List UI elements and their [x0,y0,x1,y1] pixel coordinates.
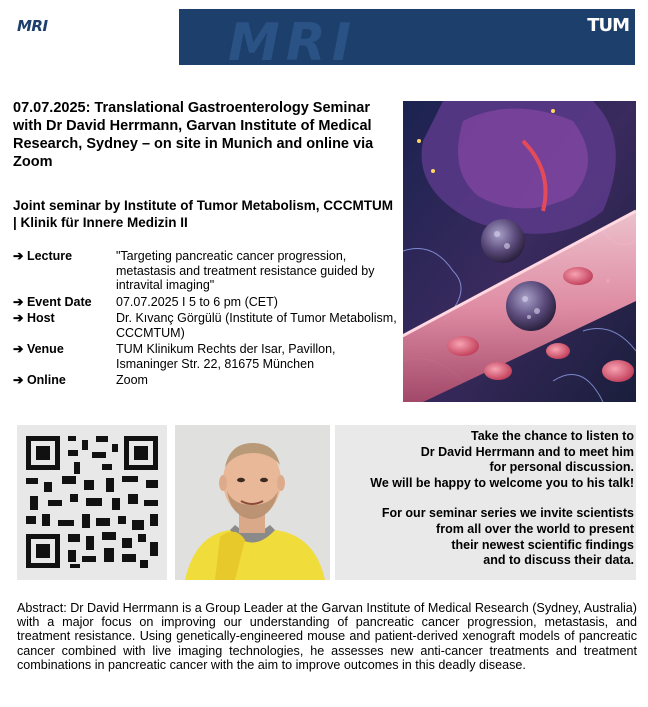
detail-value: 07.07.2025 I 5 to 6 pm (CET) [116,294,278,309]
logo-area [13,9,179,65]
event-details [13,249,398,390]
speaker-photo [175,425,330,580]
detail-row-host [13,311,398,340]
detail-value: "Targeting pancreatic cancer progression, metastasis and treatment resistance guided by intravital imaging" [116,249,375,292]
abstract: Abstract: Dr David Herrmann is a Group Leader at the Garvan Institute of Medical Research (Sydney, Australia) with a major focus on improving our understanding of pancreatic cancer progression, metastasis, and treatment resistance. Using genetically-engineered mouse and patient-derived xenograft models of pancreatic cancer combined with live imaging technologies, he assesses new anti-cancer treatments and treatment combinations in pancreatic cancer with the aim to improve outcomes in this deadly disease. [17,601,637,672]
detail-value: Dr. Kıvanç Görgülü (Institute of Tumor Metabolism, CCCMTUM) [116,311,397,340]
detail-row-venue [13,342,398,371]
header-banner [13,9,635,65]
page-subtitle: Joint seminar by Institute of Tumor Metabolism, CCCMTUM | Klinik für Innere Medizin II [13,198,394,230]
detail-value: TUM Klinikum Rechts der Isar, Pavillon, Ismaninger Str. 22, 81675 München [116,342,336,371]
qr-code[interactable] [17,425,167,580]
detail-label: ➔ Online [13,373,66,387]
detail-value: Zoom [116,373,148,387]
hero-illustration [403,101,636,402]
detail-label: ➔ Host [13,311,55,325]
detail-row-online [13,373,398,388]
invitation-box [335,425,636,580]
detail-label: ➔ Venue [13,342,64,356]
page-title: 07.07.2025: Translational Gastroenterology Seminar with Dr David Herrmann, Garvan Institute of Medical Research, Sydney – on site in Munich and online via Zoom [13,100,374,170]
detail-label: ➔ Lecture [13,249,73,263]
detail-label: ➔ Event Date [13,294,92,309]
invitation-text: Take the chance to listen to Dr David Herrmann and to meet him for personal discussion. We will be happy to welcome you to his talk! [370,429,634,490]
mri-logo[interactable]: MRI [17,17,48,35]
series-text: For our seminar series we invite scientists from all over the world to present their newest scientific findings and to discuss their data. [381,506,634,568]
detail-row-lecture [13,249,398,293]
detail-row-date [13,295,398,310]
tum-logo[interactable]: TUM [587,15,629,36]
banner-watermark: MRI [228,13,358,65]
